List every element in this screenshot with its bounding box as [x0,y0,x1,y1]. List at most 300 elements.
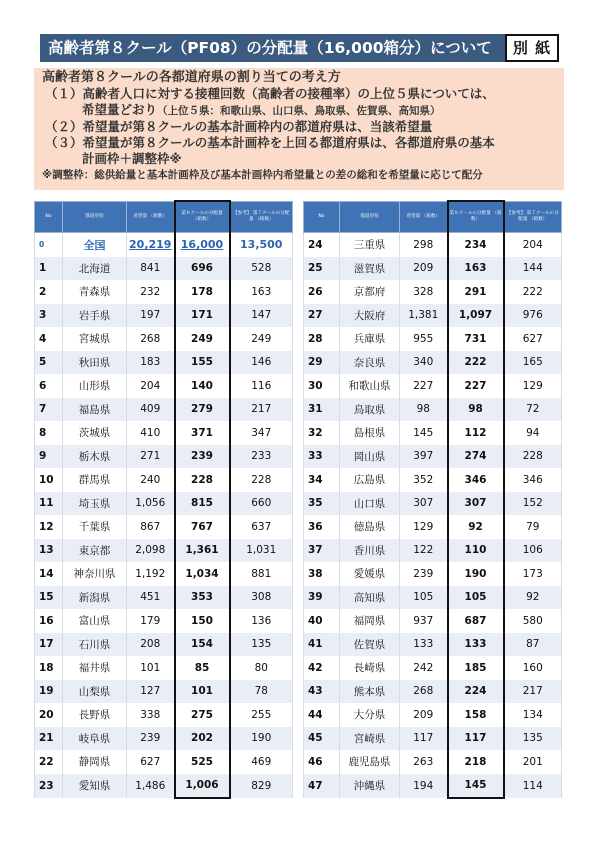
cell-allocation: 279 [175,398,230,422]
cell-allocation: 525 [175,750,230,774]
table-row [35,633,293,657]
cell-demand: 955 [400,327,448,351]
cell-demand: 98 [400,398,448,422]
cell-demand: 127 [127,680,175,704]
cell-reference: 163 [230,280,293,304]
cell-demand: 133 [400,633,448,657]
table-row-total [35,233,293,257]
cell-demand: 105 [400,586,448,610]
cell-demand: 352 [400,468,448,492]
cell-demand: 340 [400,351,448,375]
cell-reference: 308 [230,586,293,610]
cell-demand: 117 [400,727,448,751]
cell-demand: 268 [127,327,175,351]
cell-prefecture: 長野県 [63,703,127,727]
annex-label: 別 紙 [505,34,559,62]
cell-no: 17 [35,633,63,657]
cell-prefecture: 兵庫県 [340,327,400,351]
cell-allocation: 274 [448,445,504,469]
cell-prefecture: 秋田県 [63,351,127,375]
cell-no: 47 [304,774,340,799]
cell-prefecture: 鳥取県 [340,398,400,422]
cell-no: 13 [35,539,63,563]
cell-reference: 204 [504,233,562,257]
cell-allocation: 110 [448,539,504,563]
cell-no: 22 [35,750,63,774]
cell-demand: 122 [400,539,448,563]
cell-reference: 152 [504,492,562,516]
cell-allocation: 155 [175,351,230,375]
cell-allocation: 228 [175,468,230,492]
table-row [304,233,562,257]
cell-demand: 194 [400,774,448,799]
table-row [304,421,562,445]
cell-prefecture: 三重県 [340,233,400,257]
cell-reference: 217 [230,398,293,422]
cell-reference: 346 [504,468,562,492]
cell-reference: 144 [504,257,562,281]
cell-no: 43 [304,680,340,704]
allocation-table-right [303,200,562,799]
policy-item-2: （２）希望量が第８クールの基本計画枠内の都道府県は、当該希望量 [45,119,433,134]
cell-allocation: 105 [448,586,504,610]
cell-reference: 72 [504,398,562,422]
cell-demand: 1,486 [127,774,175,799]
cell-allocation: 158 [448,703,504,727]
cell-no: 33 [304,445,340,469]
cell-allocation: 133 [448,633,504,657]
cell-no: 19 [35,680,63,704]
cell-reference: 217 [504,680,562,704]
cell-demand: 20,219 [127,233,175,257]
cell-reference: 160 [504,656,562,680]
cell-demand: 268 [400,680,448,704]
table-row [304,515,562,539]
table-row [35,515,293,539]
header-reference: 【参考】 第７クールの分配量 （箱数） [504,201,562,233]
table-row [304,539,562,563]
cell-allocation: 185 [448,656,504,680]
cell-reference: 829 [230,774,293,799]
cell-demand: 242 [400,656,448,680]
cell-reference: 78 [230,680,293,704]
policy-item-1-line-1: （１）高齢者人口に対する接種回数（高齢者の接種率）の上位５県については、 [45,86,495,101]
cell-reference: 134 [504,703,562,727]
cell-prefecture: 愛媛県 [340,562,400,586]
cell-no: 31 [304,398,340,422]
cell-prefecture: 広島県 [340,468,400,492]
cell-demand: 1,381 [400,304,448,328]
header-no: No [304,201,340,233]
cell-reference: 201 [504,750,562,774]
cell-allocation: 202 [175,727,230,751]
cell-allocation: 150 [175,609,230,633]
table-row [304,774,562,799]
table-row [304,656,562,680]
cell-allocation: 767 [175,515,230,539]
table-row [35,445,293,469]
cell-reference: 222 [504,280,562,304]
cell-prefecture: 全国 [63,233,127,257]
cell-prefecture: 福島県 [63,398,127,422]
cell-allocation: 346 [448,468,504,492]
table-row [304,609,562,633]
header-no: No [35,201,63,233]
cell-allocation: 190 [448,562,504,586]
cell-demand: 145 [400,421,448,445]
cell-no: 15 [35,586,63,610]
cell-allocation: 117 [448,727,504,751]
table-row [35,351,293,375]
cell-reference: 528 [230,257,293,281]
cell-reference: 87 [504,633,562,657]
cell-allocation: 154 [175,633,230,657]
cell-prefecture: 東京都 [63,539,127,563]
table-row [304,304,562,328]
table-row [35,703,293,727]
cell-no: 30 [304,374,340,398]
table-row [35,609,293,633]
cell-prefecture: 大阪府 [340,304,400,328]
cell-prefecture: 栃木県 [63,445,127,469]
policy-heading: 高齢者第８クールの各都道府県の割り当ての考え方 [42,70,341,85]
cell-allocation: 1,097 [448,304,504,328]
cell-demand: 1,056 [127,492,175,516]
cell-no: 23 [35,774,63,799]
cell-reference: 135 [504,727,562,751]
header-demand: 希望量 （箱数） [400,201,448,233]
cell-demand: 298 [400,233,448,257]
policy-item-1-note: （上位５県：和歌山県、山口県、鳥取県、佐賀県、高知県） [157,105,441,117]
cell-prefecture: 長崎県 [340,656,400,680]
cell-no: 4 [35,327,63,351]
policy-item-3-line-1: （３）希望量が第８クールの基本計画枠を上回る都道府県は、各都道府県の基本 [45,135,495,150]
cell-reference: 80 [230,656,293,680]
cell-no: 1 [35,257,63,281]
cell-no: 28 [304,327,340,351]
table-row [35,257,293,281]
cell-no: 35 [304,492,340,516]
cell-demand: 179 [127,609,175,633]
cell-reference: 228 [504,445,562,469]
table-row [304,633,562,657]
cell-prefecture: 山口県 [340,492,400,516]
cell-prefecture: 福井県 [63,656,127,680]
cell-prefecture: 京都府 [340,280,400,304]
cell-prefecture: 埼玉県 [63,492,127,516]
cell-prefecture: 山梨県 [63,680,127,704]
table-row [304,727,562,751]
cell-demand: 397 [400,445,448,469]
cell-demand: 208 [127,633,175,657]
header-reference: 【参考】 第７クールの分配量 （箱数） [230,201,293,233]
cell-reference: 233 [230,445,293,469]
cell-allocation: 353 [175,586,230,610]
cell-demand: 451 [127,586,175,610]
cell-demand: 867 [127,515,175,539]
cell-prefecture: 群馬県 [63,468,127,492]
cell-no: 40 [304,609,340,633]
cell-allocation: 112 [448,421,504,445]
cell-reference: 165 [504,351,562,375]
table-row [304,351,562,375]
table-row [304,750,562,774]
cell-no: 21 [35,727,63,751]
cell-no: 16 [35,609,63,633]
allocation-policy-box [34,68,564,190]
table-row [35,280,293,304]
table-row [304,374,562,398]
cell-allocation: 239 [175,445,230,469]
cell-no: 36 [304,515,340,539]
cell-reference: 13,500 [230,233,293,257]
cell-demand: 271 [127,445,175,469]
cell-demand: 841 [127,257,175,281]
cell-prefecture: 山形県 [63,374,127,398]
cell-allocation: 291 [448,280,504,304]
cell-demand: 204 [127,374,175,398]
cell-reference: 116 [230,374,293,398]
cell-reference: 347 [230,421,293,445]
cell-demand: 937 [400,609,448,633]
cell-allocation: 218 [448,750,504,774]
table-row [304,703,562,727]
cell-allocation: 275 [175,703,230,727]
cell-reference: 106 [504,539,562,563]
table-row [35,539,293,563]
cell-prefecture: 大分県 [340,703,400,727]
cell-reference: 249 [230,327,293,351]
cell-allocation: 145 [448,774,504,799]
allocation-table-left [34,200,293,799]
table-row [35,727,293,751]
cell-allocation: 307 [448,492,504,516]
cell-prefecture: 岐阜県 [63,727,127,751]
cell-no: 6 [35,374,63,398]
cell-no: 29 [304,351,340,375]
cell-no: 14 [35,562,63,586]
cell-allocation: 815 [175,492,230,516]
cell-demand: 239 [400,562,448,586]
cell-demand: 307 [400,492,448,516]
cell-no: 38 [304,562,340,586]
cell-demand: 209 [400,703,448,727]
cell-prefecture: 熊本県 [340,680,400,704]
cell-prefecture: 茨城県 [63,421,127,445]
cell-reference: 881 [230,562,293,586]
cell-allocation: 163 [448,257,504,281]
cell-allocation: 224 [448,680,504,704]
cell-no: 20 [35,703,63,727]
cell-demand: 227 [400,374,448,398]
cell-allocation: 234 [448,233,504,257]
table-row [304,398,562,422]
cell-no: 44 [304,703,340,727]
cell-allocation: 371 [175,421,230,445]
cell-allocation: 171 [175,304,230,328]
cell-allocation: 249 [175,327,230,351]
cell-demand: 328 [400,280,448,304]
cell-demand: 338 [127,703,175,727]
cell-reference: 147 [230,304,293,328]
cell-prefecture: 島根県 [340,421,400,445]
table-row [304,562,562,586]
cell-reference: 637 [230,515,293,539]
cell-reference: 255 [230,703,293,727]
cell-prefecture: 静岡県 [63,750,127,774]
cell-prefecture: 岡山県 [340,445,400,469]
table-row [35,327,293,351]
cell-allocation: 140 [175,374,230,398]
cell-no: 34 [304,468,340,492]
table-row [304,586,562,610]
cell-prefecture: 奈良県 [340,351,400,375]
cell-reference: 660 [230,492,293,516]
cell-demand: 209 [400,257,448,281]
table-row [35,750,293,774]
table-row [35,562,293,586]
table-row [35,421,293,445]
cell-reference: 1,031 [230,539,293,563]
table-row [35,304,293,328]
cell-reference: 92 [504,586,562,610]
cell-prefecture: 富山県 [63,609,127,633]
cell-prefecture: 高知県 [340,586,400,610]
cell-allocation: 1,361 [175,539,230,563]
cell-allocation: 687 [448,609,504,633]
cell-no: 11 [35,492,63,516]
cell-prefecture: 福岡県 [340,609,400,633]
table-header-row [35,201,293,233]
cell-reference: 136 [230,609,293,633]
page-title: 高齢者第８クール（PF08）の分配量（16,000箱分）について [40,34,506,62]
cell-allocation: 85 [175,656,230,680]
table-row [35,586,293,610]
cell-no: 3 [35,304,63,328]
cell-prefecture: 佐賀県 [340,633,400,657]
cell-no: 45 [304,727,340,751]
cell-demand: 627 [127,750,175,774]
cell-no: 32 [304,421,340,445]
cell-prefecture: 北海道 [63,257,127,281]
table-row [304,445,562,469]
cell-no: 8 [35,421,63,445]
policy-item-1-line-2 [42,102,558,119]
cell-no: 25 [304,257,340,281]
cell-demand: 197 [127,304,175,328]
cell-no: 2 [35,280,63,304]
cell-no: 46 [304,750,340,774]
table-row [304,680,562,704]
cell-allocation: 222 [448,351,504,375]
cell-prefecture: 滋賀県 [340,257,400,281]
cell-no: 26 [304,280,340,304]
cell-reference: 79 [504,515,562,539]
cell-prefecture: 徳島県 [340,515,400,539]
cell-prefecture: 鹿児島県 [340,750,400,774]
cell-demand: 240 [127,468,175,492]
table-body-left [35,233,293,799]
header-prefecture: 都道府県 [63,201,127,233]
cell-demand: 239 [127,727,175,751]
cell-reference: 135 [230,633,293,657]
cell-prefecture: 石川県 [63,633,127,657]
cell-allocation: 98 [448,398,504,422]
header-allocation: 第８クールの分配量 （箱数） [175,201,230,233]
cell-demand: 183 [127,351,175,375]
header-demand: 希望量 （箱数） [127,201,175,233]
cell-demand: 263 [400,750,448,774]
cell-reference: 129 [504,374,562,398]
cell-prefecture: 愛知県 [63,774,127,799]
table-row [35,656,293,680]
table-row [35,398,293,422]
cell-reference: 976 [504,304,562,328]
header-prefecture: 都道府県 [340,201,400,233]
cell-no: 42 [304,656,340,680]
cell-allocation: 101 [175,680,230,704]
cell-demand: 129 [400,515,448,539]
table-row [35,774,293,799]
cell-demand: 101 [127,656,175,680]
cell-prefecture: 千葉県 [63,515,127,539]
cell-no: 0 [35,233,63,257]
cell-no: 9 [35,445,63,469]
cell-allocation: 731 [448,327,504,351]
cell-allocation: 1,034 [175,562,230,586]
policy-item-3-line-2: 計画枠＋調整枠※ [82,151,182,166]
table-row [35,680,293,704]
table-row [304,280,562,304]
cell-reference: 190 [230,727,293,751]
cell-reference: 580 [504,609,562,633]
policy-item-1-text: 希望量どおり [82,102,158,117]
cell-no: 18 [35,656,63,680]
cell-demand: 2,098 [127,539,175,563]
cell-allocation: 16,000 [175,233,230,257]
cell-allocation: 1,006 [175,774,230,799]
cell-reference: 627 [504,327,562,351]
cell-prefecture: 和歌山県 [340,374,400,398]
cell-prefecture: 青森県 [63,280,127,304]
cell-prefecture: 宮城県 [63,327,127,351]
table-row [304,327,562,351]
table-header-row [304,201,562,233]
cell-prefecture: 沖縄県 [340,774,400,799]
cell-reference: 114 [504,774,562,799]
cell-demand: 232 [127,280,175,304]
cell-no: 24 [304,233,340,257]
cell-allocation: 696 [175,257,230,281]
cell-no: 27 [304,304,340,328]
table-row [304,468,562,492]
policy-footnote: ※調整枠：総供給量と基本計画枠及び基本計画枠内希望量との差の総和を希望量に応じて配分 [42,169,483,181]
header-allocation: 第８クールの分配量 （箱数） [448,201,504,233]
cell-no: 37 [304,539,340,563]
cell-demand: 1,192 [127,562,175,586]
cell-prefecture: 神奈川県 [63,562,127,586]
cell-no: 10 [35,468,63,492]
cell-no: 7 [35,398,63,422]
cell-allocation: 178 [175,280,230,304]
cell-allocation: 227 [448,374,504,398]
cell-reference: 146 [230,351,293,375]
table-row [304,257,562,281]
cell-prefecture: 宮崎県 [340,727,400,751]
cell-allocation: 92 [448,515,504,539]
cell-prefecture: 岩手県 [63,304,127,328]
cell-no: 12 [35,515,63,539]
